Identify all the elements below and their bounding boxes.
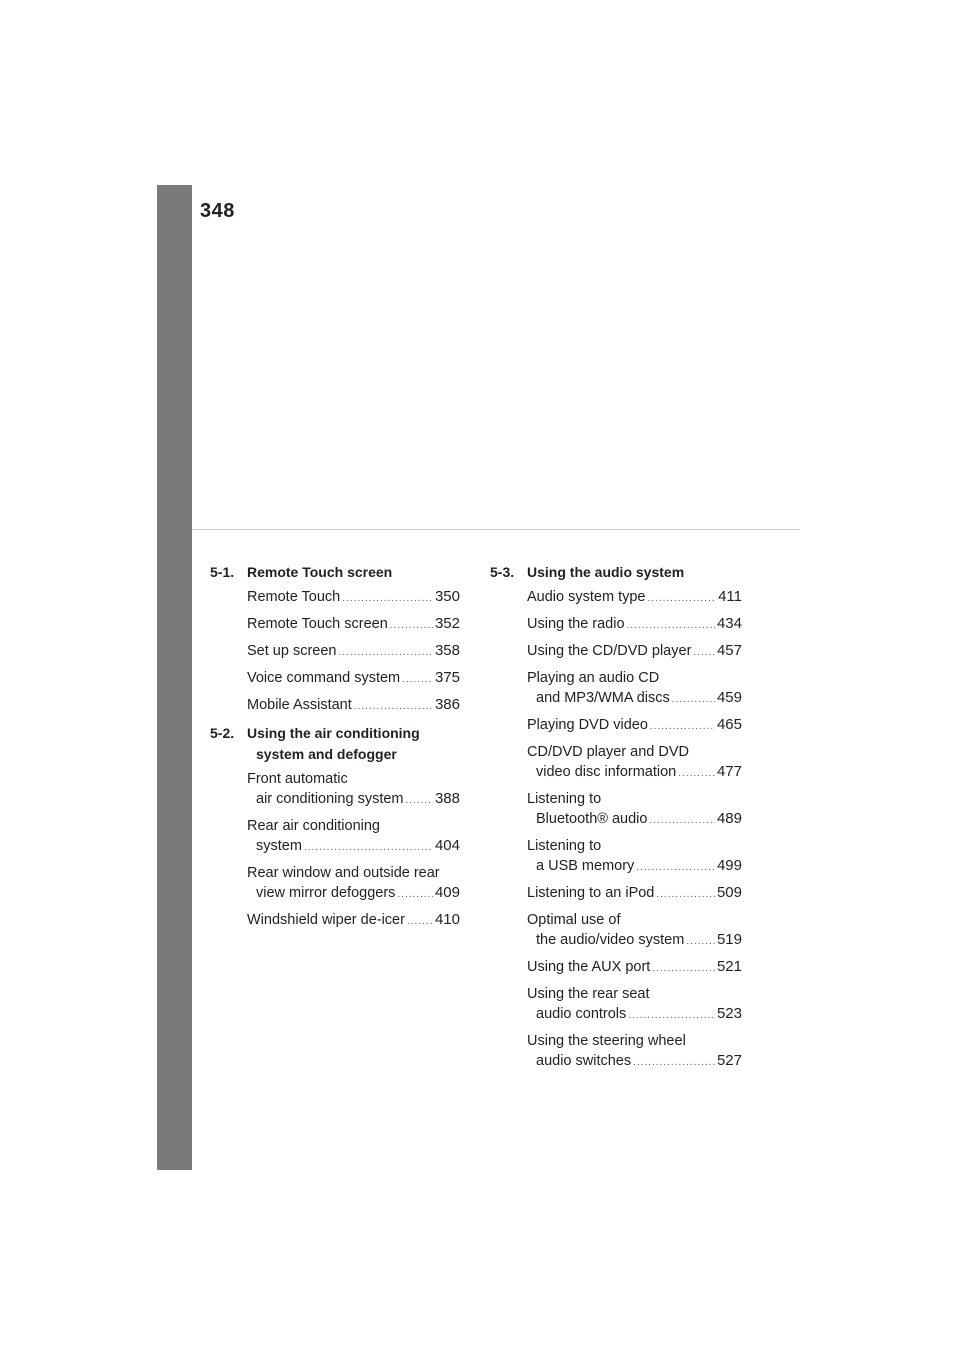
entry-page-number: 358	[434, 642, 460, 659]
entry-title: Optimal use of	[527, 912, 621, 928]
entry-title: Playing DVD video	[527, 717, 648, 733]
dot-leader	[627, 616, 715, 636]
entry-title: Using the CD/DVD player	[527, 643, 692, 659]
toc-section-5-2	[210, 723, 460, 932]
toc-entry[interactable]	[210, 910, 460, 932]
entry-title: Audio system type	[527, 589, 646, 605]
entry-page-number: 375	[434, 669, 460, 686]
dot-leader	[672, 690, 715, 710]
entry-title: CD/DVD player and DVD	[527, 744, 689, 760]
dot-leader	[406, 791, 433, 811]
toc-entry[interactable]	[490, 1031, 742, 1073]
section-heading[interactable]	[490, 562, 742, 583]
entry-page-number: 350	[434, 588, 460, 605]
entry-page-number: 352	[434, 615, 460, 632]
entry-page-number: 457	[716, 642, 742, 659]
entry-page-number: 509	[716, 884, 742, 901]
entry-page-number: 521	[716, 958, 742, 975]
dot-leader	[686, 932, 715, 952]
section-number: 5-3.	[490, 564, 515, 580]
entry-title: Listening to	[527, 791, 602, 807]
section-title-line: system and defogger	[256, 746, 397, 762]
toc-entry[interactable]	[490, 883, 742, 905]
entry-title: Using the radio	[527, 616, 625, 632]
entry-page-number: 499	[716, 857, 742, 874]
entry-title: view mirror defoggers	[256, 885, 396, 901]
entry-page-number: 410	[434, 911, 460, 928]
entry-page-number: 477	[716, 763, 742, 780]
toc-entry[interactable]	[210, 816, 460, 858]
toc-section-5-1	[210, 562, 460, 717]
entry-page-number: 411	[718, 588, 742, 605]
toc-column-right	[490, 562, 742, 1079]
entry-title: Listening to an iPod	[527, 885, 655, 901]
dot-leader	[338, 643, 432, 663]
entry-title: Voice command system	[247, 670, 401, 686]
dot-leader	[650, 717, 715, 737]
dot-leader	[304, 838, 433, 858]
dot-leader	[402, 670, 433, 690]
entry-page-number: 489	[716, 810, 742, 827]
toc-entry[interactable]	[490, 836, 742, 878]
section-title-line: Using the air conditioning	[247, 725, 420, 741]
dot-leader	[628, 1006, 715, 1026]
entry-title: Listening to	[527, 838, 602, 854]
toc-entry[interactable]	[490, 614, 742, 636]
toc-section-5-3	[490, 562, 742, 1073]
dot-leader	[390, 616, 433, 636]
entry-title: audio switches	[536, 1053, 632, 1069]
toc-entry[interactable]	[490, 742, 742, 784]
entry-title: Remote Touch	[247, 589, 341, 605]
entry-title: Remote Touch screen	[247, 616, 388, 632]
toc-entry[interactable]	[210, 769, 460, 811]
dot-leader	[397, 885, 433, 905]
toc-entry[interactable]	[490, 957, 742, 979]
entry-title: the audio/video system	[536, 932, 685, 948]
entry-title: Windshield wiper de-icer	[247, 912, 405, 928]
entry-title: Bluetooth® audio	[536, 811, 648, 827]
entry-page-number: 519	[716, 931, 742, 948]
section-title: Using the audio system	[527, 564, 685, 580]
section-title: Remote Touch screen	[247, 564, 393, 580]
toc-entry[interactable]	[210, 641, 460, 663]
section-heading[interactable]	[210, 723, 460, 765]
entry-title: Using the AUX port	[527, 959, 651, 975]
entry-page-number: 523	[716, 1005, 742, 1022]
entry-title: Mobile Assistant	[247, 697, 352, 713]
dot-leader	[407, 912, 433, 932]
toc-column-left	[210, 562, 460, 938]
entry-title: Rear air conditioning	[247, 818, 380, 834]
toc-entry[interactable]	[490, 715, 742, 737]
dot-leader	[354, 697, 433, 717]
page-number: 348	[200, 200, 235, 222]
entry-title: Rear window and outside rear	[247, 865, 440, 881]
dot-leader	[342, 589, 433, 609]
chapter-sidebar-tab	[157, 185, 192, 1170]
section-number: 5-2.	[210, 725, 235, 741]
entry-title: Using the steering wheel	[527, 1033, 686, 1049]
section-number: 5-1.	[210, 564, 235, 580]
entry-page-number: 434	[716, 615, 742, 632]
dot-leader	[678, 764, 715, 784]
entry-title: Using the rear seat	[527, 986, 650, 1002]
toc-entry[interactable]	[490, 587, 742, 609]
dot-leader	[649, 811, 715, 831]
entry-title: Front automatic	[247, 771, 348, 787]
dot-leader	[636, 858, 715, 878]
section-heading[interactable]	[210, 562, 460, 583]
toc-entry[interactable]	[210, 863, 460, 905]
entry-title: air conditioning system	[256, 791, 404, 807]
dot-leader	[647, 589, 716, 609]
dot-leader	[633, 1053, 715, 1073]
entry-title: Set up screen	[247, 643, 337, 659]
entry-title: video disc information	[536, 764, 677, 780]
section-title	[210, 723, 460, 765]
entry-page-number: 386	[434, 696, 460, 713]
toc-entry[interactable]	[490, 668, 742, 710]
entry-title: audio controls	[536, 1006, 627, 1022]
entry-page-number: 404	[434, 837, 460, 854]
toc-entry[interactable]	[210, 587, 460, 609]
dot-leader	[693, 643, 715, 663]
entry-page-number: 388	[434, 790, 460, 807]
dot-leader	[652, 959, 715, 979]
toc-entry[interactable]	[490, 910, 742, 952]
entry-page-number: 527	[716, 1052, 742, 1069]
toc-entry[interactable]	[210, 614, 460, 636]
entry-page-number: 465	[716, 716, 742, 733]
dot-leader	[656, 885, 715, 905]
entry-title: system	[256, 838, 302, 854]
toc-entry[interactable]	[210, 668, 460, 690]
entry-title: and MP3/WMA discs	[536, 690, 670, 706]
toc-entry[interactable]	[210, 695, 460, 717]
section-divider	[192, 529, 800, 530]
entry-title: a USB memory	[536, 858, 635, 874]
entry-page-number: 409	[434, 884, 460, 901]
toc-entry[interactable]	[490, 789, 742, 831]
entry-title: Playing an audio CD	[527, 670, 660, 686]
entry-page-number: 459	[716, 689, 742, 706]
toc-entry[interactable]	[490, 641, 742, 663]
toc-entry[interactable]	[490, 984, 742, 1026]
